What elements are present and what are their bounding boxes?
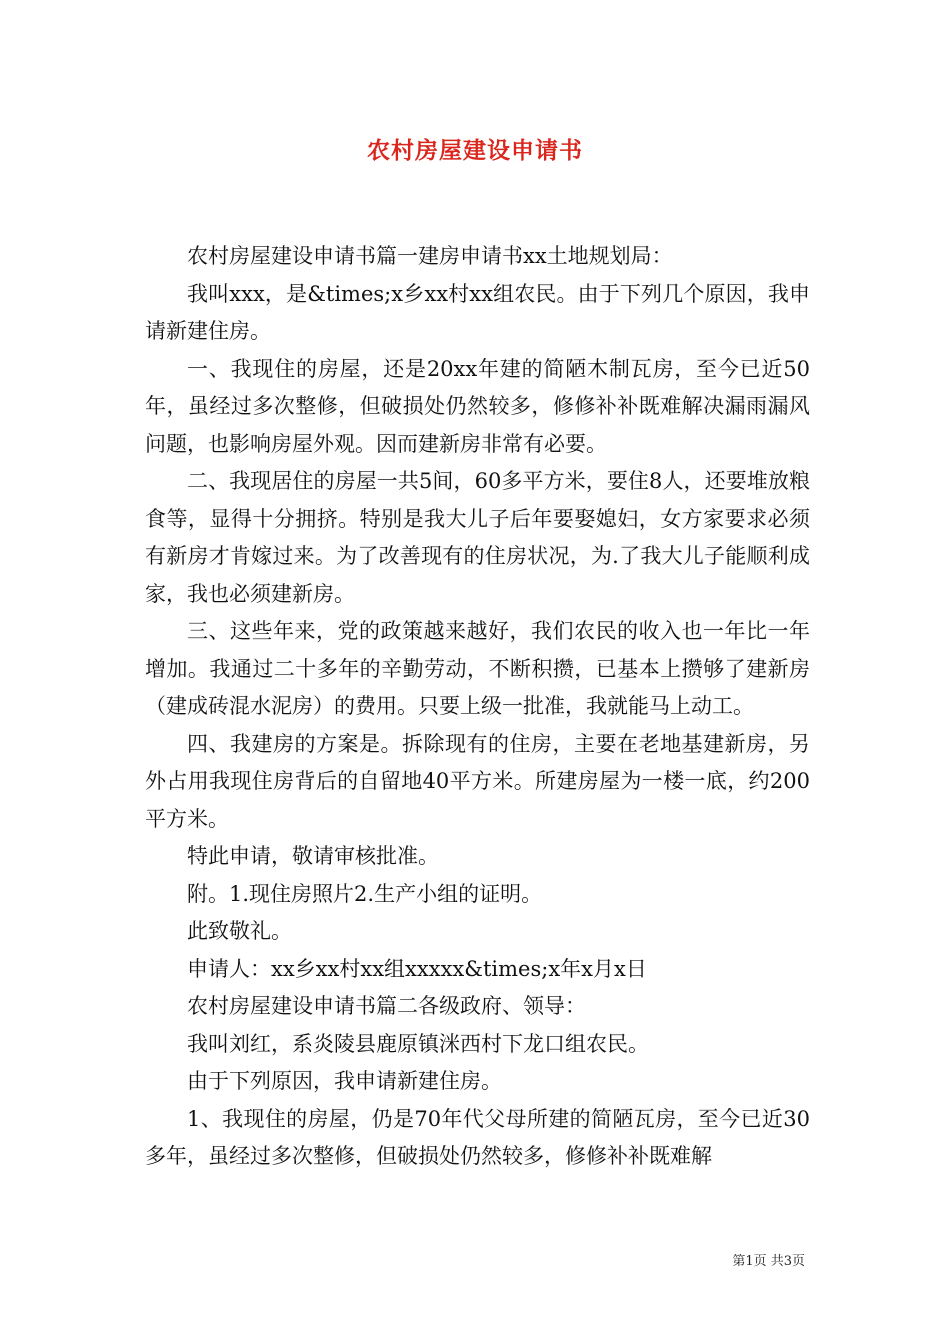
paragraph-11: 农村房屋建设申请书篇二各级政府、领导： xyxy=(187,994,586,1018)
paragraph-14: 1、我现住的房屋，仍是70年代父母所建的简陋瓦房，至今已近30多年，虽经过多次整修，但破损处仍然较多，修修补补既难解 xyxy=(145,1106,810,1168)
paragraph-1: 农村房屋建设申请书篇一建房申请书xx土地规划局： xyxy=(187,244,673,268)
paragraph-3: 一、我现住的房屋，还是20xx年建的简陋木制瓦房，至今已近50年，虽经过多次整修，但破损处仍然较多，修修补补既难解决漏雨漏风问题，也影响房屋外观。因而建新房非常有必要。 xyxy=(145,356,810,456)
page-number-footer: 第1页 共3页 xyxy=(732,1254,805,1269)
paragraph-12: 我叫刘红，系炎陵县鹿原镇洣西村下龙口组农民。 xyxy=(187,1031,649,1056)
paragraph-8: 附。1.现住房照片2.生产小组的证明。 xyxy=(187,881,543,906)
paragraph-6: 四、我建房的方案是。拆除现有的住房，主要在老地基建新房，另外占用我现住房背后的自留地40平方米。所建房屋为一楼一底，约200平方米。 xyxy=(145,731,810,831)
paragraph-7: 特此申请，敬请审核批准。 xyxy=(187,844,439,868)
document-body xyxy=(145,238,810,1176)
paragraph-9: 此致敬礼。 xyxy=(187,919,292,943)
paragraph-2: 我叫xxx，是&times;x乡xx村xx组农民。由于下列几个原因，我申请新建住房。 xyxy=(145,281,810,343)
paragraph-13: 由于下列原因，我申请新建住房。 xyxy=(187,1069,502,1093)
paragraph-5: 三、这些年来，党的政策越来越好，我们农民的收入也一年比一年增加。我通过二十多年的辛勤劳动，不断积攒，已基本上攒够了建新房（建成砖混水泥房）的费用。只要上级一批准，我就能马上动工。 xyxy=(145,619,810,718)
document-title: 农村房屋建设申请书 xyxy=(367,137,583,164)
paragraph-10: 申请人：xx乡xx村xx组xxxxx&times;x年x月x日 xyxy=(187,956,647,981)
paragraph-4: 二、我现居住的房屋一共5间，60多平方米，要住8人，还要堆放粮食等，显得十分拥挤。特别是我大儿子后年要娶媳妇，女方家要求必须有新房才肯嫁过来。为了改善现有的住房状况，为.了我大儿子能顺利成家，我也必须建新房。 xyxy=(145,469,810,606)
